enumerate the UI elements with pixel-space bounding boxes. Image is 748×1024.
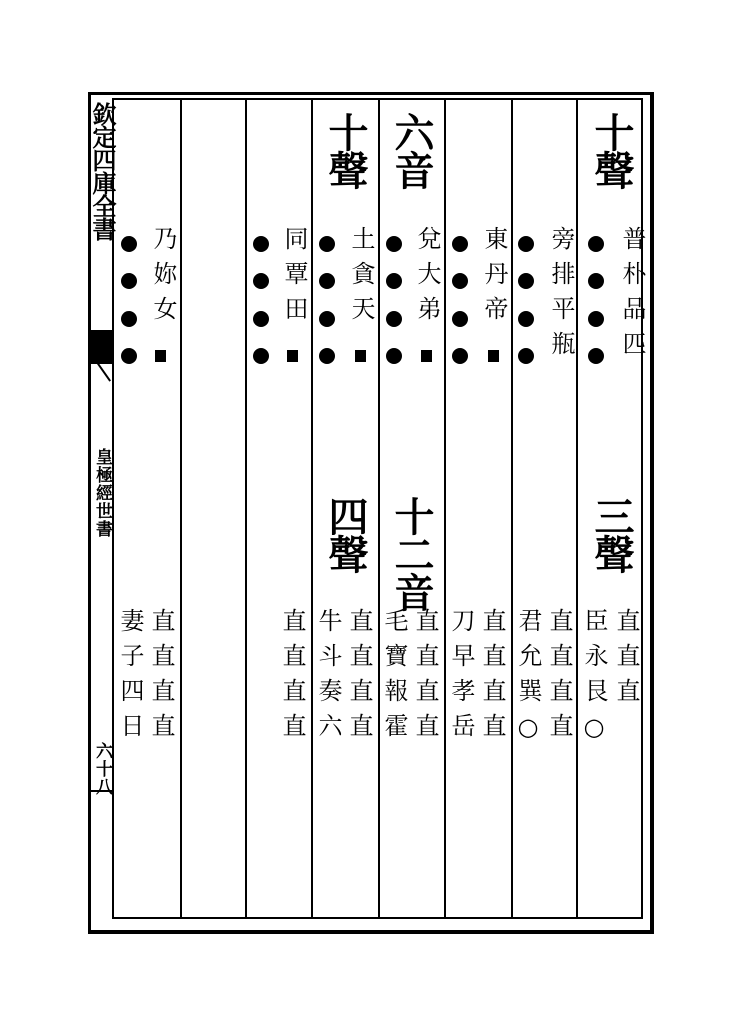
col8-zhi: 直直直直 (147, 608, 175, 748)
column-divider (180, 98, 182, 918)
page-number: 六十八 (92, 742, 112, 796)
column-divider (378, 98, 380, 918)
col5-circle-marker (319, 348, 335, 364)
col4-circle-marker (386, 273, 402, 289)
col1-circle-marker (588, 348, 604, 364)
column-divider (511, 98, 513, 918)
col4-chars: 兌大弟 (413, 226, 441, 331)
col1-lower: 臣永艮○ (580, 608, 608, 752)
col3-circle-marker (452, 348, 468, 364)
col1-circle-marker (588, 236, 604, 252)
col5-circle-marker (319, 311, 335, 327)
col2-zhi: 直直直直 (545, 608, 573, 748)
col1-zhi: 直直直 (612, 608, 640, 713)
fishtail-bar (88, 330, 114, 364)
column-divider (245, 98, 247, 918)
col4-circle-marker (386, 236, 402, 252)
col3-chars: 東丹帝 (480, 226, 508, 331)
col6-circle-marker (253, 273, 269, 289)
col8-circle-marker (121, 311, 137, 327)
col3-lower: 刀早孝岳 (447, 608, 475, 748)
col5-subheading: 四聲 (322, 496, 369, 572)
column-divider (576, 98, 578, 918)
col8-circle-marker (121, 273, 137, 289)
col3-square-marker (488, 350, 499, 362)
col5-lower: 牛斗奏六 (314, 608, 342, 748)
col1-subheading: 三聲 (588, 496, 635, 572)
col8-square-marker (155, 350, 166, 362)
col4-zhi: 直直直直 (411, 608, 439, 748)
col6-circle-marker (253, 311, 269, 327)
frame-right-outer (650, 92, 654, 934)
col2-circle-marker (518, 348, 534, 364)
frame-top-outer (88, 92, 654, 95)
col6-chars: 同覃田 (280, 226, 308, 331)
col3-circle-marker (452, 311, 468, 327)
col1-circle-marker (588, 273, 604, 289)
col2-chars: 旁排平瓶 (547, 226, 575, 366)
col2-lower: 君允巽○ (514, 608, 542, 752)
col6-circle-marker (253, 348, 269, 364)
col4-lower: 毛寶報霍 (380, 608, 408, 748)
col4-circle-marker (386, 348, 402, 364)
library-title: 欽定四庫全書 (88, 102, 117, 240)
col4-subheading: 十二音 (388, 496, 435, 610)
col3-circle-marker (452, 236, 468, 252)
col8-circle-marker (121, 348, 137, 364)
col1-heading: 十聲 (588, 112, 635, 188)
col5-circle-marker (319, 236, 335, 252)
col5-heading: 十聲 (322, 112, 369, 188)
col3-zhi: 直直直直 (478, 608, 506, 748)
col4-circle-marker (386, 311, 402, 327)
book-title: 皇極經世書 (92, 448, 112, 538)
col8-lower: 妻子四日 (116, 608, 144, 748)
col2-circle-marker (518, 273, 534, 289)
col3-circle-marker (452, 273, 468, 289)
col5-square-marker (355, 350, 366, 362)
col6-circle-marker (253, 236, 269, 252)
frame-right-inner (641, 98, 643, 918)
col6-zhi: 直直直直 (278, 608, 306, 748)
column-divider (444, 98, 446, 918)
col4-heading: 六音 (388, 112, 435, 188)
col5-chars: 土貪天 (347, 226, 375, 331)
column-divider (311, 98, 313, 918)
col8-chars: 乃妳女 (149, 226, 177, 331)
col2-circle-marker (518, 311, 534, 327)
col5-zhi: 直直直直 (345, 608, 373, 748)
col1-circle-marker (588, 311, 604, 327)
col5-circle-marker (319, 273, 335, 289)
col8-circle-marker (121, 236, 137, 252)
col2-circle-marker (518, 236, 534, 252)
frame-bottom-outer (88, 930, 654, 934)
col1-chars: 普朴品匹 (618, 226, 646, 366)
col6-square-marker (287, 350, 298, 362)
col4-square-marker (421, 350, 432, 362)
